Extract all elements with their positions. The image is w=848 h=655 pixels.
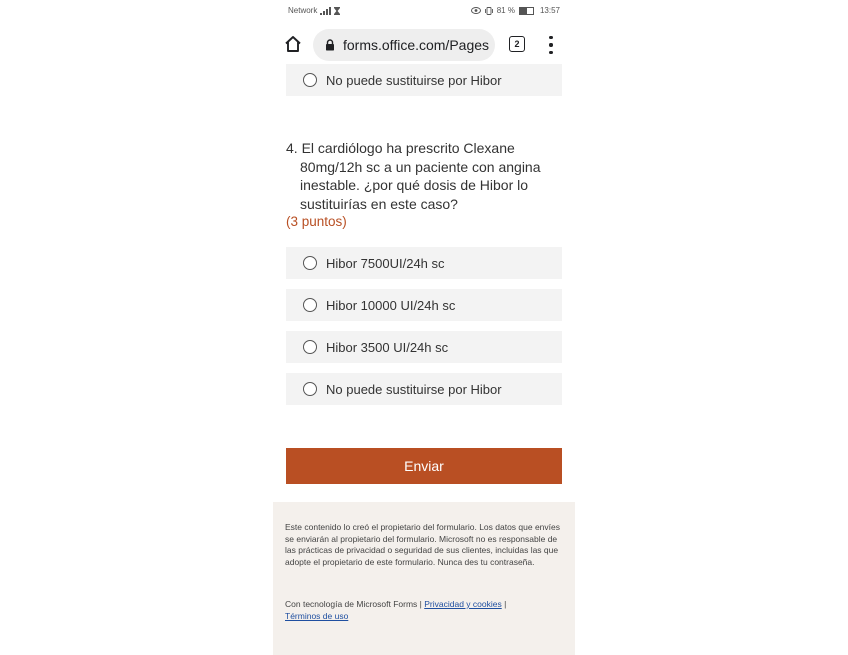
option-hibor-10000[interactable] (286, 289, 562, 321)
battery-icon (519, 7, 534, 15)
option-label: Hibor 3500 UI/24h sc (326, 339, 449, 355)
radio-button[interactable] (303, 340, 317, 354)
radio-button[interactable] (303, 256, 317, 270)
disclaimer-text: Este contenido lo creó el propietario del formulario. Los datos que envíes se enviarán al propietario del formulario. Microsoft no es responsable de las prácticas de privacidad o seguridad de sus clientes, incluidas las que adopte el propietario de este formulario. Nunca des tu contraseña. (285, 522, 560, 567)
privacy-link[interactable]: Privacidad y cookies (424, 599, 502, 609)
lock-icon (325, 39, 335, 51)
radio-button[interactable] (303, 73, 317, 87)
vibrate-icon (485, 7, 493, 15)
option-label: No puede sustituirse por Hibor (326, 72, 502, 88)
carrier-label: Network (288, 6, 318, 15)
eye-icon (471, 7, 481, 14)
browser-toolbar (273, 22, 575, 68)
footer-separator: | (504, 599, 507, 609)
url-text: forms.office.com/Pages (343, 37, 490, 53)
status-right (471, 6, 560, 15)
option-label: Hibor 10000 UI/24h sc (326, 297, 456, 313)
option-hibor-7500[interactable] (286, 247, 562, 279)
status-left (288, 6, 340, 15)
status-bar (273, 0, 575, 22)
question-4 (286, 139, 562, 232)
option-hibor-3500[interactable] (286, 331, 562, 363)
tab-switcher-button[interactable]: 2 (509, 36, 525, 52)
phone-screen (273, 0, 575, 655)
clock: 13:57 (539, 6, 560, 15)
hourglass-icon (334, 7, 340, 15)
question-text: 4. El cardiólogo ha prescrito Clexane 80mg/12h sc a un paciente con angina inestable. ¿por qué dosis de Hibor lo sustituirías en este caso? (286, 140, 541, 212)
radio-button[interactable] (303, 298, 317, 312)
radio-button[interactable] (303, 382, 317, 396)
powered-by-text: Con tecnología de Microsoft Forms | (285, 599, 422, 609)
submit-button[interactable]: Enviar (286, 448, 562, 484)
more-menu-icon[interactable] (545, 36, 557, 54)
home-icon[interactable] (283, 34, 303, 54)
battery-percent: 81 % (496, 6, 515, 15)
signal-icon (320, 7, 331, 15)
terms-link[interactable]: Términos de uso (285, 611, 349, 621)
option-no-sustituir[interactable] (286, 373, 562, 405)
address-bar[interactable] (313, 29, 495, 61)
option-previous-no-sustituir[interactable] (286, 64, 562, 96)
powered-by (285, 598, 565, 622)
option-label: No puede sustituirse por Hibor (326, 381, 502, 397)
option-label: Hibor 7500UI/24h sc (326, 255, 445, 271)
footer (273, 502, 575, 655)
question-points: (3 puntos) (286, 214, 347, 229)
